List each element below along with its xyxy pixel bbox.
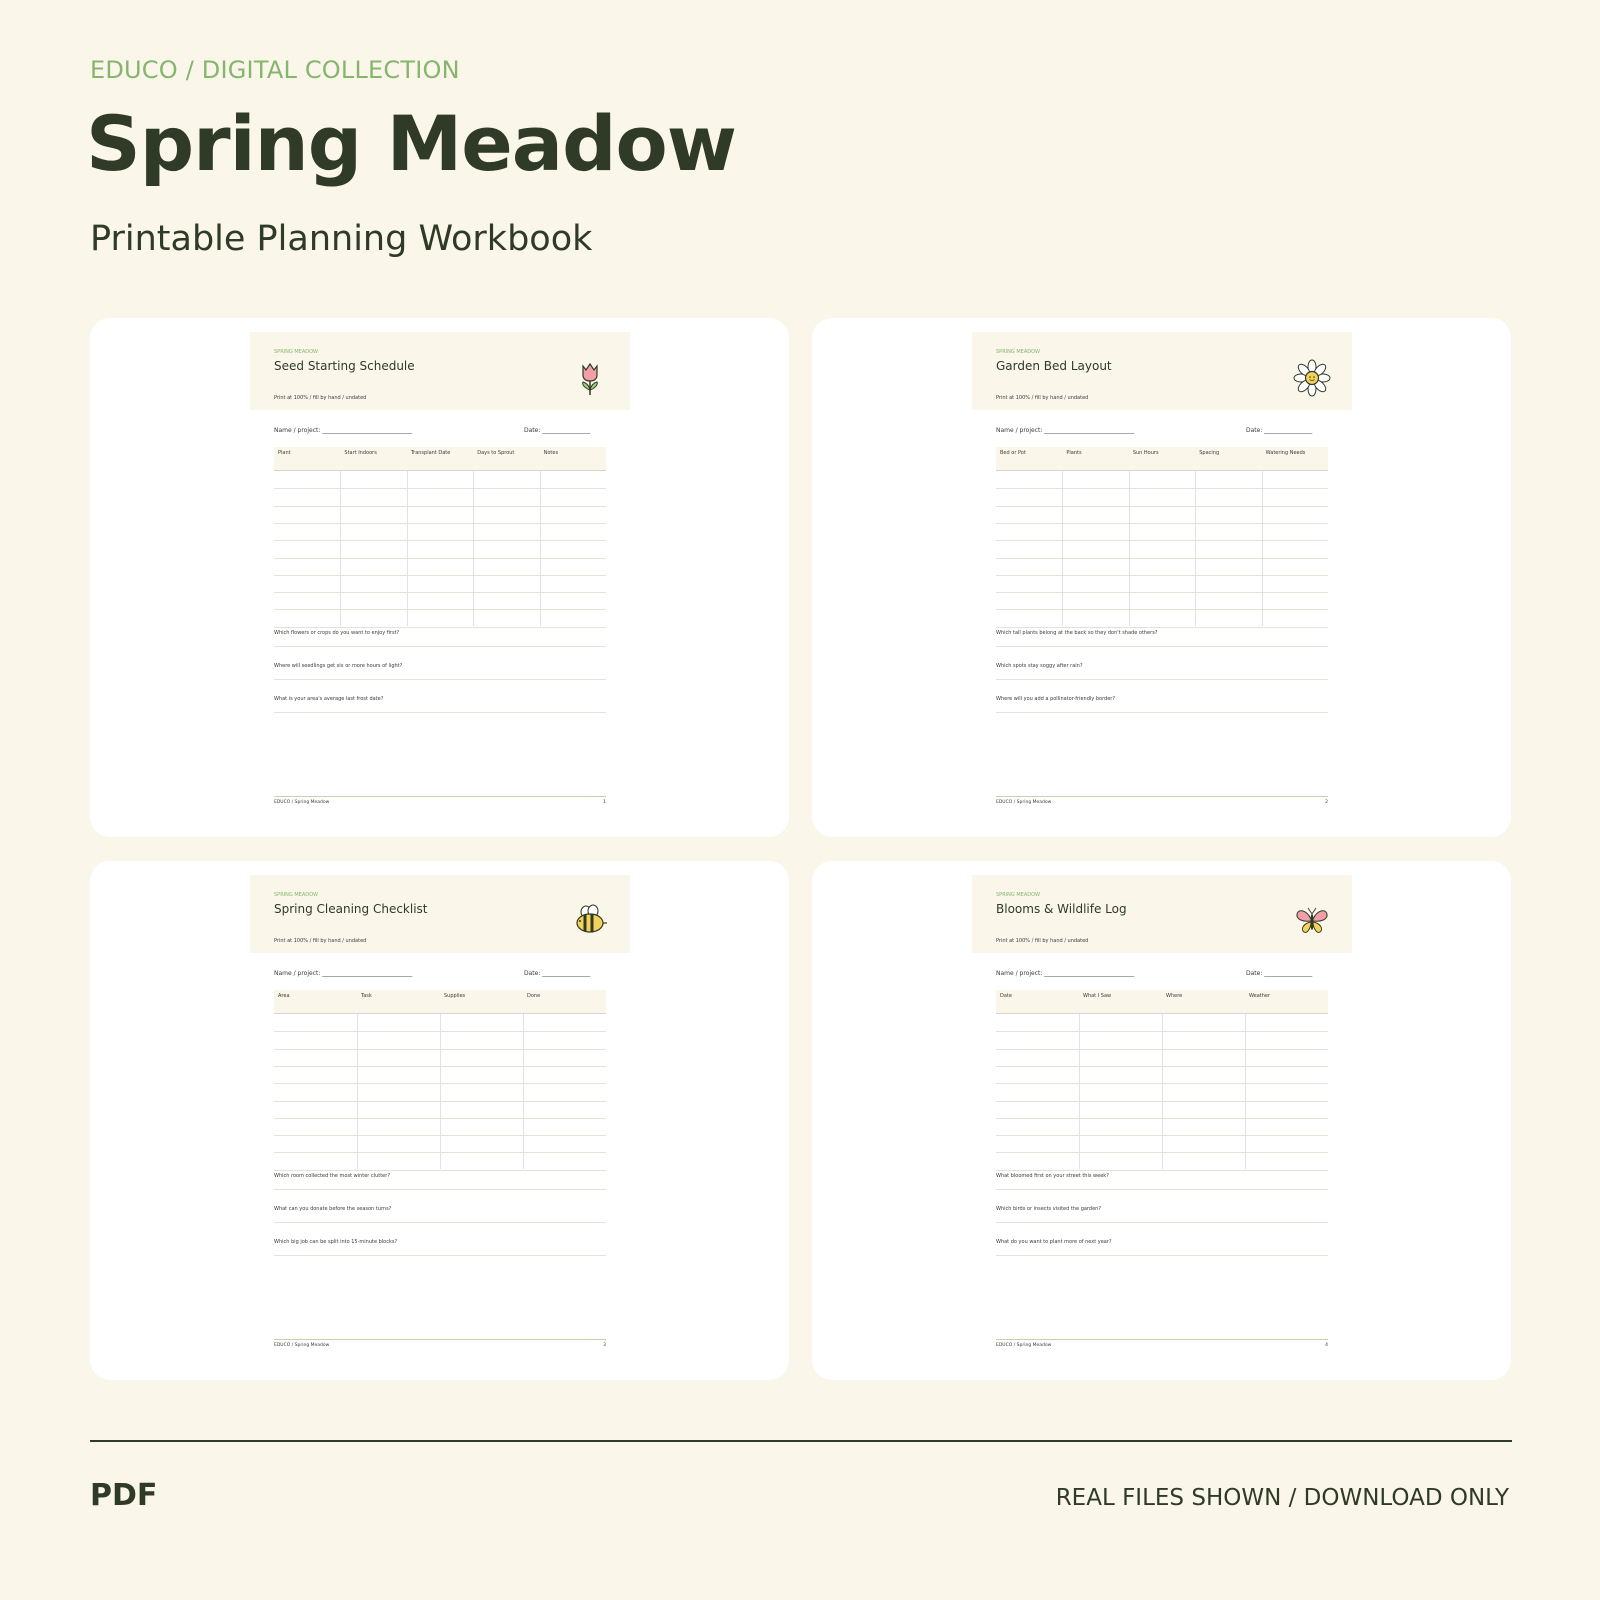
worksheet-header <box>250 332 630 410</box>
column-header: Bed or Pot <box>1000 450 1026 456</box>
table-header <box>996 447 1328 471</box>
footer-brand: EDUCO / Spring Meadow <box>996 1343 1052 1348</box>
page-number: 2 <box>1325 800 1328 805</box>
name-date-row <box>996 427 1328 435</box>
table-row-line <box>274 609 606 610</box>
column-header: Task <box>361 993 372 999</box>
question-line: Which birds or insects visited the garden? <box>996 1206 1328 1223</box>
table-column-line <box>340 471 341 626</box>
table-column-line <box>1079 1014 1080 1169</box>
date-field: Date: ________________ <box>524 970 591 977</box>
column-header: Where <box>1166 993 1183 999</box>
worksheet-footer <box>996 1339 1328 1350</box>
table-row-line <box>274 506 606 507</box>
table-column-line <box>1062 471 1063 626</box>
question-line: Which spots stay soggy after rain? <box>996 663 1328 680</box>
table-body <box>996 1014 1328 1170</box>
worksheet-title: Blooms & Wildlife Log <box>996 902 1127 916</box>
planning-table <box>274 447 606 627</box>
table-row-line <box>274 575 606 576</box>
preview-card-garden-bed <box>812 318 1511 837</box>
table-column-line <box>440 1014 441 1169</box>
date-field: Date: ________________ <box>524 427 591 434</box>
product-subtitle: Printable Planning Workbook <box>90 219 593 259</box>
table-row-line <box>996 540 1328 541</box>
column-header: Date <box>1000 993 1012 999</box>
worksheet-header <box>250 875 630 953</box>
table-row-line <box>996 592 1328 593</box>
question-line: Which big job can be split into 15-minute blocks? <box>274 1239 606 1256</box>
name-field: Name / project: ______________________________ <box>274 970 413 977</box>
name-date-row <box>274 427 606 435</box>
table-header <box>274 990 606 1014</box>
worksheet-footer <box>996 796 1328 807</box>
column-header: Sun Hours <box>1132 450 1159 456</box>
column-header: Transplant Date <box>410 450 451 456</box>
worksheet-eyebrow: SPRING MEADOW <box>274 349 318 355</box>
collection-eyebrow: EDUCO / DIGITAL COLLECTION <box>90 56 460 84</box>
table-row-line <box>996 506 1328 507</box>
column-header: Days to Sprout <box>477 450 515 456</box>
page-number: 4 <box>1325 1343 1328 1348</box>
table-row-line <box>274 488 606 489</box>
table-column-line <box>540 471 541 626</box>
table-column-line <box>1262 471 1263 626</box>
product-title: Spring Meadow <box>86 99 736 188</box>
question-line: What can you donate before the season turns? <box>274 1206 606 1223</box>
table-body <box>274 1014 606 1170</box>
table-row-line <box>996 488 1328 489</box>
footer-divider <box>90 1440 1512 1442</box>
worksheet-header <box>972 875 1352 953</box>
print-note: Print at 100% / fill by hand / undated <box>996 395 1089 401</box>
print-note: Print at 100% / fill by hand / undated <box>996 938 1089 944</box>
table-header <box>274 447 606 471</box>
table-row-line <box>274 558 606 559</box>
table-column-line <box>1195 471 1196 626</box>
name-date-row <box>996 970 1328 978</box>
name-field: Name / project: ______________________________ <box>996 427 1135 434</box>
column-header: Weather <box>1249 993 1271 999</box>
worksheet-page <box>972 332 1352 827</box>
worksheet-title: Spring Cleaning Checklist <box>274 902 428 916</box>
table-header <box>996 990 1328 1014</box>
table-row-line <box>996 609 1328 610</box>
question-line: Which tall plants belong at the back so they don't shade others? <box>996 630 1328 647</box>
date-field: Date: ________________ <box>1246 970 1313 977</box>
daisy-icon <box>1292 358 1332 398</box>
table-column-line <box>407 471 408 626</box>
worksheet-page <box>972 875 1352 1370</box>
question-line: What bloomed first on your street this week? <box>996 1173 1328 1190</box>
table-row-line <box>274 1170 606 1171</box>
worksheet-eyebrow: SPRING MEADOW <box>274 892 318 898</box>
file-format-label: PDF <box>90 1478 158 1513</box>
table-body <box>274 471 606 627</box>
table-column-line <box>523 1014 524 1169</box>
column-header: What I Saw <box>1083 993 1112 999</box>
table-column-line <box>1129 471 1130 626</box>
footer-brand: EDUCO / Spring Meadow <box>996 800 1052 805</box>
worksheet-eyebrow: SPRING MEADOW <box>996 892 1040 898</box>
question-line: Where will you add a pollinator-friendly border? <box>996 696 1328 713</box>
column-header: Supplies <box>444 993 466 999</box>
column-header: Plants <box>1066 450 1082 456</box>
tulip-icon <box>570 358 610 398</box>
column-header: Start Indoors <box>344 450 377 456</box>
print-note: Print at 100% / fill by hand / undated <box>274 938 367 944</box>
page-number: 1 <box>603 800 606 805</box>
butterfly-icon <box>1292 901 1332 941</box>
bee-icon <box>570 901 610 941</box>
table-row-line <box>996 575 1328 576</box>
table-column-line <box>1245 1014 1246 1169</box>
name-date-row <box>274 970 606 978</box>
table-row-line <box>274 592 606 593</box>
table-row-line <box>996 558 1328 559</box>
footer-brand: EDUCO / Spring Meadow <box>274 800 330 805</box>
worksheet-header <box>972 332 1352 410</box>
column-header: Watering Needs <box>1265 450 1306 456</box>
worksheet-page <box>250 875 630 1370</box>
table-body <box>996 471 1328 627</box>
worksheet-title: Garden Bed Layout <box>996 359 1112 373</box>
planning-table <box>996 447 1328 627</box>
footer-brand: EDUCO / Spring Meadow <box>274 1343 330 1348</box>
print-note: Print at 100% / fill by hand / undated <box>274 395 367 401</box>
question-line: Which flowers or crops do you want to enjoy first? <box>274 630 606 647</box>
table-row-line <box>996 627 1328 628</box>
table-row-line <box>996 523 1328 524</box>
question-line: Which room collected the most winter clutter? <box>274 1173 606 1190</box>
worksheet-title: Seed Starting Schedule <box>274 359 415 373</box>
preview-card-spring-cleaning <box>90 861 789 1380</box>
planning-table <box>996 990 1328 1170</box>
worksheet-footer <box>274 796 606 807</box>
question-line: What is your area's average last frost date? <box>274 696 606 713</box>
name-field: Name / project: ______________________________ <box>996 970 1135 977</box>
page-number: 3 <box>603 1343 606 1348</box>
table-row-line <box>274 540 606 541</box>
preview-card-seed-starting <box>90 318 789 837</box>
column-header: Area <box>278 993 290 999</box>
table-row-line <box>996 1170 1328 1171</box>
download-note: REAL FILES SHOWN / DOWNLOAD ONLY <box>1055 1485 1509 1511</box>
planning-table <box>274 990 606 1170</box>
worksheet-page <box>250 332 630 827</box>
name-field: Name / project: ______________________________ <box>274 427 413 434</box>
worksheet-eyebrow: SPRING MEADOW <box>996 349 1040 355</box>
worksheet-footer <box>274 1339 606 1350</box>
column-header: Notes <box>543 450 559 456</box>
table-column-line <box>357 1014 358 1169</box>
table-row-line <box>274 523 606 524</box>
date-field: Date: ________________ <box>1246 427 1313 434</box>
column-header: Plant <box>278 450 291 456</box>
table-column-line <box>1162 1014 1163 1169</box>
question-line: What do you want to plant more of next year? <box>996 1239 1328 1256</box>
table-row-line <box>274 627 606 628</box>
column-header: Spacing <box>1199 450 1220 456</box>
table-column-line <box>473 471 474 626</box>
column-header: Done <box>527 993 541 999</box>
question-line: Where will seedlings get six or more hours of light? <box>274 663 606 680</box>
preview-card-blooms-wildlife <box>812 861 1511 1380</box>
